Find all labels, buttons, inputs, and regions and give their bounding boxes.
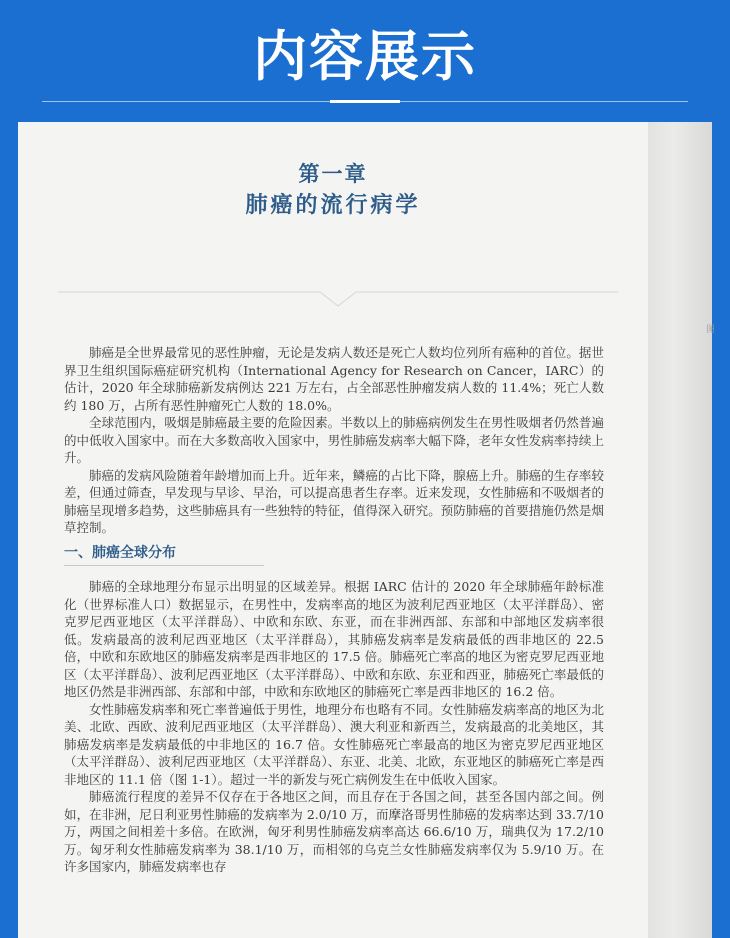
book-page-photo	[18, 122, 716, 938]
page-edge-mark: 图	[706, 325, 716, 335]
section-heading-rule	[64, 565, 264, 566]
section-paragraph: 女性肺癌发病率和死亡率普遍低于男性，地理分布也略有不同。女性肺癌发病率高的地区为北美、北欧、西欧、波利尼西亚地区（太平洋群岛）、澳大利亚和新西兰，发病最高的北美地区，其肺癌发病率是发病最低的中非地区的 16.7 倍。女性肺癌死亡率最高的地区为密克罗尼西亚地区（太平洋群岛）、波利尼西亚地区（太平洋群岛）、东亚、北美、北欧，东亚地区的肺癌死亡率是西非地区的 11.1 倍（图 1-1）。超过一半的新发与死亡病例发生在中低收入国家。	[64, 701, 604, 787]
page-right-edge	[648, 122, 712, 938]
intro-paragraph: 肺癌的发病风险随着年龄增加而上升。近年来，鳞癌的占比下降，腺癌上升。肺癌的生存率较差，但通过筛查，早发现与早诊、早治，可以提高患者生存率。近来发现，女性肺癌和不吸烟者的肺癌呈现增多趋势，这些肺癌具有一些独特的特征，值得深入研究。预防肺癌的首要措施仍然是烟草控制。	[64, 467, 604, 535]
intro-text	[64, 344, 604, 537]
chapter-title: 肺癌的流行病学	[245, 192, 421, 218]
section-paragraph: 肺癌的全球地理分布显示出明显的区域差异。根据 IARC 估计的 2020 年全球肺癌年龄标准化（世界标准人口）数据显示，在男性中，发病率高的地区为波利尼西亚地区（太平洋群岛）、密克罗尼西亚地区（太平洋群岛）、中欧和东欧、东亚，而在非洲西部、东部和中部地区发病率很低。发病最高的波利尼西亚地区（太平洋群岛），其肺癌发病率是发病最低的西非地区的 22.5 倍，中欧和东欧地区的肺癌发病率是西非地区的 17.5 倍。肺癌死亡率高的地区为密克罗尼西亚地区（太平洋群岛）、波利尼西亚地区（太平洋群岛）、中欧和东欧、东亚和西亚，肺癌死亡率最低的地区仍然是非洲西部、东部和中部，中欧和东欧地区的肺癌死亡率是西非地区的 16.2 倍。	[64, 579, 604, 699]
intro-paragraph: 全球范围内，吸烟是肺癌最主要的危险因素。半数以上的肺癌病例发生在男性吸烟者仍然普遍的中低收入国家中。而在大多数高收入国家中，男性肺癌发病率大幅下降，老年女性发病率持续上升。	[64, 415, 604, 465]
banner-title: 内容展示	[253, 25, 477, 88]
chapter-divider	[58, 282, 618, 312]
chapter-number: 第一章	[298, 161, 368, 186]
section-paragraph: 肺癌流行程度的差异不仅存在于各地区之间，而且存在于各国之间，甚至各国内部之间。例如，在非洲，尼日利亚男性肺癌的发病率为 2.0/10 万，而摩洛哥男性肺癌的发病率达到 33.7/10 万，两国之间相差十多倍。在欧洲，匈牙利男性肺癌发病率高达 66.6/10 万，瑞典仅为 17.2/10 万。匈牙利女性肺癌发病率为 38.1/10 万，而相邻的乌克兰女性肺癌发病率仅为 5.9/10 万。在许多国家内，肺癌发病率也存	[64, 789, 604, 874]
intro-paragraph: 肺癌是全世界最常见的恶性肿瘤，无论是发病人数还是死亡人数均位列所有癌种的首位。据世界卫生组织国际癌症研究机构（International Agency for Research on Cancer，IARC）的估计，2020 年全球肺癌新发病例达 221 万左右，占全部恶性肿瘤发病人数的 11.4%；死亡人数约 180 万，占所有恶性肿瘤死亡人数的 18.0%。	[64, 345, 604, 413]
banner-divider-accent	[330, 100, 400, 103]
section-heading: 一、肺癌全球分布	[64, 545, 176, 561]
section-text	[64, 578, 604, 876]
banner	[0, 0, 730, 122]
